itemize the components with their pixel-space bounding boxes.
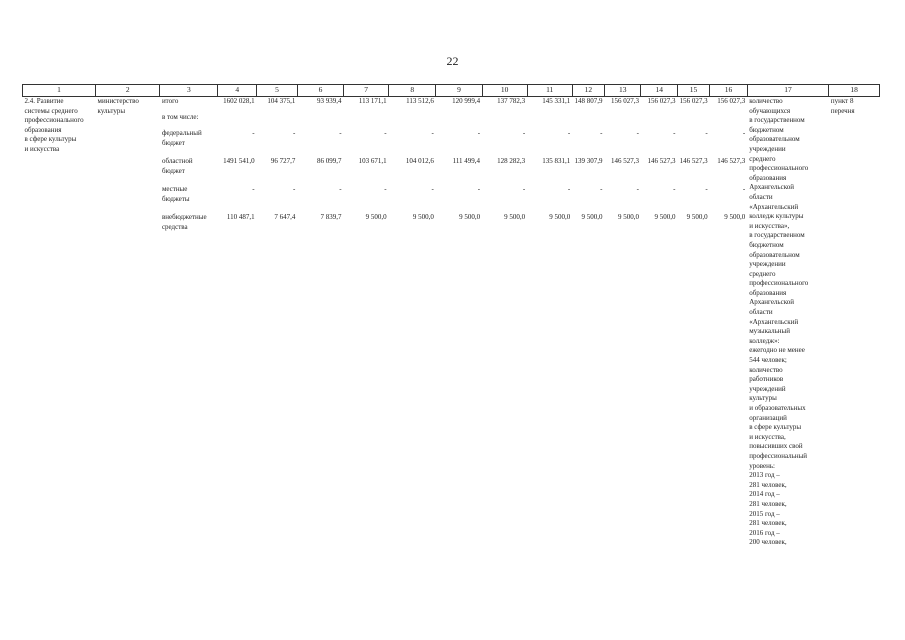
value-cell	[436, 97, 482, 548]
value-block	[643, 185, 676, 213]
amount-value: -	[431, 129, 434, 137]
value-block	[606, 185, 639, 213]
amount-value: 145 331,1	[542, 97, 571, 105]
value-block	[438, 213, 480, 241]
value-block	[574, 97, 602, 113]
column-number: 12	[572, 85, 604, 97]
amount-value: -	[293, 129, 296, 137]
indicator-line: количество	[749, 97, 783, 105]
value-block	[391, 129, 434, 157]
value-block	[606, 157, 639, 185]
amount-value: -	[673, 185, 676, 193]
activity-line: образования	[24, 125, 62, 134]
column-number-row	[23, 85, 880, 97]
value-cell	[389, 97, 436, 548]
value-block	[299, 129, 341, 157]
column-number: 8	[389, 85, 436, 97]
source-label: бюджеты	[161, 194, 190, 203]
column-number: 9	[436, 85, 482, 97]
value-block	[438, 157, 480, 185]
indicator-line: образования	[749, 173, 787, 182]
value-block	[391, 157, 434, 185]
value-cell	[572, 97, 604, 548]
amount-value: 7 839,7	[320, 213, 342, 221]
indicator-line: 2016 год –	[749, 528, 780, 537]
value-cell	[344, 97, 389, 548]
source-block	[162, 157, 216, 185]
indicator-line: 2014 год –	[749, 490, 780, 499]
source-label: бюджет	[161, 138, 185, 147]
value-cell	[604, 97, 641, 548]
value-block	[220, 157, 255, 185]
indicator-line: бюджетном	[749, 125, 784, 134]
source-label: внебюджетные	[161, 213, 207, 221]
amount-value: 93 939,4	[317, 97, 342, 105]
activity-line: профессионального	[24, 116, 84, 125]
amount-value: -	[636, 185, 639, 193]
indicator-line: в сфере культуры	[749, 423, 802, 432]
activity-line: 2.4. Развитие	[24, 97, 64, 105]
amount-value: -	[567, 185, 571, 193]
value-block	[438, 185, 480, 213]
amount-value: -	[673, 129, 676, 137]
indicator-line: Архангельской	[749, 298, 795, 307]
indicator-line: «Архангельский	[749, 317, 799, 326]
amount-value: 156 027,3	[647, 97, 676, 105]
column-number: 7	[344, 85, 389, 97]
amount-value: 156 027,3	[610, 97, 639, 105]
indicator-line: уровень:	[749, 461, 775, 470]
indicator-line: 2015 год –	[749, 509, 780, 518]
value-block	[574, 157, 602, 185]
indicator-line: среднего	[749, 154, 776, 163]
amount-value: 120 999,4	[452, 97, 481, 105]
activity-cell	[23, 97, 96, 548]
amount-value: 146 527,3	[647, 157, 676, 165]
value-block	[643, 129, 676, 157]
amount-value: 110 487,1	[226, 213, 255, 221]
indicator-line: 200 человек,	[749, 538, 787, 547]
indicator-line: культуры	[749, 394, 777, 403]
amount-value: 1491 541,0	[223, 157, 255, 165]
value-block	[606, 113, 639, 129]
amount-value: -	[431, 185, 434, 193]
indicator-line: среднего	[749, 269, 776, 278]
source-label: итого	[161, 97, 179, 105]
amount-value: -	[600, 129, 603, 137]
amount-value: -	[742, 185, 746, 193]
value-block	[643, 213, 676, 241]
indicator-line: в государственном	[749, 231, 805, 240]
value-block	[391, 213, 434, 241]
column-number: 4	[218, 85, 257, 97]
indicator-line: работников	[749, 375, 784, 384]
indicator-line: колледж культуры	[749, 212, 804, 221]
indicator-line: «Архангельский	[749, 202, 799, 211]
indicator-line: и искусства»,	[749, 221, 790, 230]
executor-line: министерство	[97, 97, 139, 105]
table-row	[23, 97, 880, 548]
amount-value: 137 782,3	[497, 97, 526, 105]
indicator-line: и образовательных	[749, 404, 806, 412]
amount-value: 9 500,0	[724, 213, 746, 221]
indicator-line: обучающихся	[749, 106, 791, 115]
source-cell	[160, 97, 218, 548]
indicator-line: 281 человек,	[749, 480, 787, 489]
value-block	[643, 157, 676, 185]
value-block	[259, 157, 296, 185]
source-block	[162, 129, 216, 157]
amount-value: 146 527,3	[610, 157, 639, 165]
value-block	[346, 97, 387, 113]
indicator-line: профессионального	[749, 164, 809, 173]
indicator-line: музыкальный	[749, 327, 790, 336]
indicator-line: образования	[749, 288, 787, 297]
amount-value: -	[252, 129, 255, 137]
value-block	[259, 113, 296, 129]
value-block	[606, 97, 639, 113]
reference-cell	[829, 97, 880, 548]
value-block	[484, 97, 525, 113]
value-block	[529, 97, 570, 113]
value-block	[438, 97, 480, 113]
value-block	[712, 113, 746, 129]
source-block	[162, 97, 216, 113]
value-block	[712, 97, 746, 113]
value-block	[259, 185, 296, 213]
value-block	[712, 185, 746, 213]
amount-value: -	[293, 185, 296, 193]
value-block	[712, 157, 746, 185]
value-cell	[257, 97, 298, 548]
amount-value: 113 512,6	[406, 97, 434, 105]
amount-value: -	[522, 185, 526, 193]
amount-value: 9 500,0	[365, 213, 387, 221]
value-block	[259, 97, 296, 113]
indicator-line: образовательном	[749, 135, 800, 144]
amount-value: -	[477, 129, 481, 137]
value-block	[299, 185, 341, 213]
value-block	[679, 97, 707, 113]
value-block	[679, 157, 707, 185]
value-block	[574, 129, 602, 157]
amount-value: 86 099,7	[317, 157, 342, 165]
value-block	[484, 157, 525, 185]
value-cell	[297, 97, 343, 548]
column-number: 1	[23, 85, 96, 97]
amount-value: 9 500,0	[549, 213, 571, 221]
indicator-line: области	[749, 192, 773, 201]
amount-value: 103 671,1	[358, 157, 387, 165]
column-number: 17	[747, 85, 829, 97]
value-block	[484, 185, 525, 213]
amount-value: -	[705, 185, 708, 193]
value-block	[220, 97, 255, 113]
value-cell	[482, 97, 527, 548]
value-block	[529, 157, 570, 185]
column-number: 14	[641, 85, 678, 97]
value-block	[679, 213, 707, 241]
value-block	[643, 113, 676, 129]
source-label: бюджет	[161, 166, 185, 175]
column-number: 2	[96, 85, 160, 97]
amount-value: 9 500,0	[617, 213, 639, 221]
source-label: в том числе:	[161, 113, 199, 121]
column-number: 13	[604, 85, 641, 97]
amount-value: -	[339, 129, 342, 137]
value-block	[391, 113, 434, 129]
value-block	[346, 213, 387, 241]
value-block	[220, 185, 255, 213]
value-block	[346, 113, 387, 129]
value-block	[529, 113, 570, 129]
amount-value: 9 500,0	[654, 213, 676, 221]
value-block	[346, 157, 387, 185]
indicator-line: организаций	[749, 413, 787, 422]
value-block	[299, 157, 341, 185]
executor-cell	[96, 97, 160, 548]
amount-value: -	[600, 185, 603, 193]
amount-value: 9 500,0	[459, 213, 481, 221]
column-number: 10	[482, 85, 527, 97]
indicator-line: 281 человек,	[749, 519, 787, 528]
indicator-line: в государственном	[749, 116, 805, 125]
source-label: областной	[161, 157, 193, 165]
indicator-line: Архангельской	[749, 183, 795, 192]
value-block	[643, 97, 676, 113]
amount-value: 104 012,6	[405, 157, 434, 165]
value-block	[484, 113, 525, 129]
value-block	[574, 113, 602, 129]
value-block	[220, 129, 255, 157]
indicator-line: учреждении	[749, 260, 786, 269]
value-block	[259, 129, 296, 157]
value-block	[346, 185, 387, 213]
reference-line: пункт 8	[830, 97, 854, 105]
value-block	[438, 129, 480, 157]
amount-value: -	[384, 185, 387, 193]
amount-value: -	[522, 129, 526, 137]
page-number: 22	[446, 54, 459, 68]
source-label: местные	[161, 185, 188, 193]
amount-value: -	[742, 129, 746, 137]
amount-value: -	[636, 129, 639, 137]
indicator-line: количество	[749, 365, 783, 374]
source-block	[162, 113, 216, 129]
value-cell	[710, 97, 748, 548]
amount-value: 96 727,7	[270, 157, 296, 165]
value-block	[606, 129, 639, 157]
value-block	[220, 213, 255, 241]
amount-value: -	[384, 129, 387, 137]
amount-value: 156 027,3	[717, 97, 746, 105]
indicator-line: профессионального	[749, 279, 809, 288]
amount-value: 128 282,3	[497, 157, 526, 165]
indicator-line: повысивших свой	[749, 442, 803, 451]
indicator-line: 544 человек;	[749, 356, 787, 365]
amount-value: 9 500,0	[581, 213, 603, 221]
amount-value: -	[252, 185, 255, 193]
value-block	[391, 185, 434, 213]
value-cell	[527, 97, 572, 548]
column-number: 6	[297, 85, 343, 97]
reference-line: перечня	[830, 106, 855, 115]
amount-value: 7 647,4	[274, 213, 296, 221]
value-block	[574, 185, 602, 213]
value-block	[484, 129, 525, 157]
value-block	[484, 213, 525, 241]
indicator-line: ежегодно не менее	[749, 346, 805, 355]
value-cell	[677, 97, 709, 548]
column-number: 15	[677, 85, 709, 97]
value-block	[679, 113, 707, 129]
value-block	[529, 185, 570, 213]
amount-value: 135 831,1	[542, 157, 571, 165]
value-block	[259, 213, 296, 241]
source-block	[162, 185, 216, 213]
indicator-line: и искусства,	[749, 432, 786, 441]
value-cell	[218, 97, 257, 548]
value-block	[438, 113, 480, 129]
amount-value: -	[477, 185, 481, 193]
column-number: 3	[160, 85, 218, 97]
program-table	[22, 84, 880, 548]
value-block	[299, 113, 341, 129]
value-block	[391, 97, 434, 113]
value-block	[346, 129, 387, 157]
value-block	[529, 129, 570, 157]
indicator-line: 281 человек,	[749, 499, 787, 508]
amount-value: 9 500,0	[412, 213, 434, 221]
amount-value: 156 027,3	[679, 97, 708, 105]
indicator-line: 2013 год –	[749, 471, 780, 480]
value-cell	[641, 97, 678, 548]
amount-value: 9 500,0	[504, 213, 526, 221]
amount-value: 113 171,1	[358, 97, 387, 105]
column-number: 18	[829, 85, 880, 97]
indicator-line: колледж»:	[749, 336, 780, 345]
indicator-line: области	[749, 308, 773, 317]
amount-value: -	[567, 129, 571, 137]
indicator-line: учреждений	[749, 384, 786, 393]
value-block	[529, 213, 570, 241]
executor-line: культуры	[97, 106, 126, 115]
indicator-cell	[747, 97, 829, 548]
value-block	[299, 213, 341, 241]
amount-value: 146 527,3	[679, 157, 708, 165]
amount-value: -	[705, 129, 708, 137]
amount-value: 9 500,0	[686, 213, 708, 221]
indicator-line: профессиональный	[749, 451, 808, 460]
indicator-line: бюджетном	[749, 240, 784, 249]
column-number: 5	[257, 85, 298, 97]
value-block	[606, 213, 639, 241]
source-label: средства	[161, 222, 188, 231]
value-block	[712, 129, 746, 157]
amount-value: 1602 028,1	[223, 97, 255, 105]
activity-line: системы среднего	[24, 106, 78, 115]
amount-value: 111 499,4	[452, 157, 481, 165]
value-block	[679, 185, 707, 213]
amount-value: 104 375,1	[267, 97, 296, 105]
value-block	[574, 213, 602, 241]
activity-line: в сфере культуры	[24, 135, 77, 144]
value-block	[679, 129, 707, 157]
indicator-line: образовательном	[749, 250, 800, 259]
amount-value: 146 527,3	[717, 157, 746, 165]
amount-value: 139 307,9	[574, 157, 603, 165]
value-block	[299, 97, 341, 113]
source-label: федеральный	[161, 129, 202, 137]
column-number: 11	[527, 85, 572, 97]
column-number: 16	[710, 85, 748, 97]
value-block	[220, 113, 255, 129]
indicator-line: учреждении	[749, 144, 786, 153]
amount-value: -	[339, 185, 342, 193]
value-block	[712, 213, 746, 241]
activity-line: и искусства	[24, 144, 60, 153]
source-block	[162, 213, 216, 241]
amount-value: 148 807,9	[574, 97, 603, 105]
